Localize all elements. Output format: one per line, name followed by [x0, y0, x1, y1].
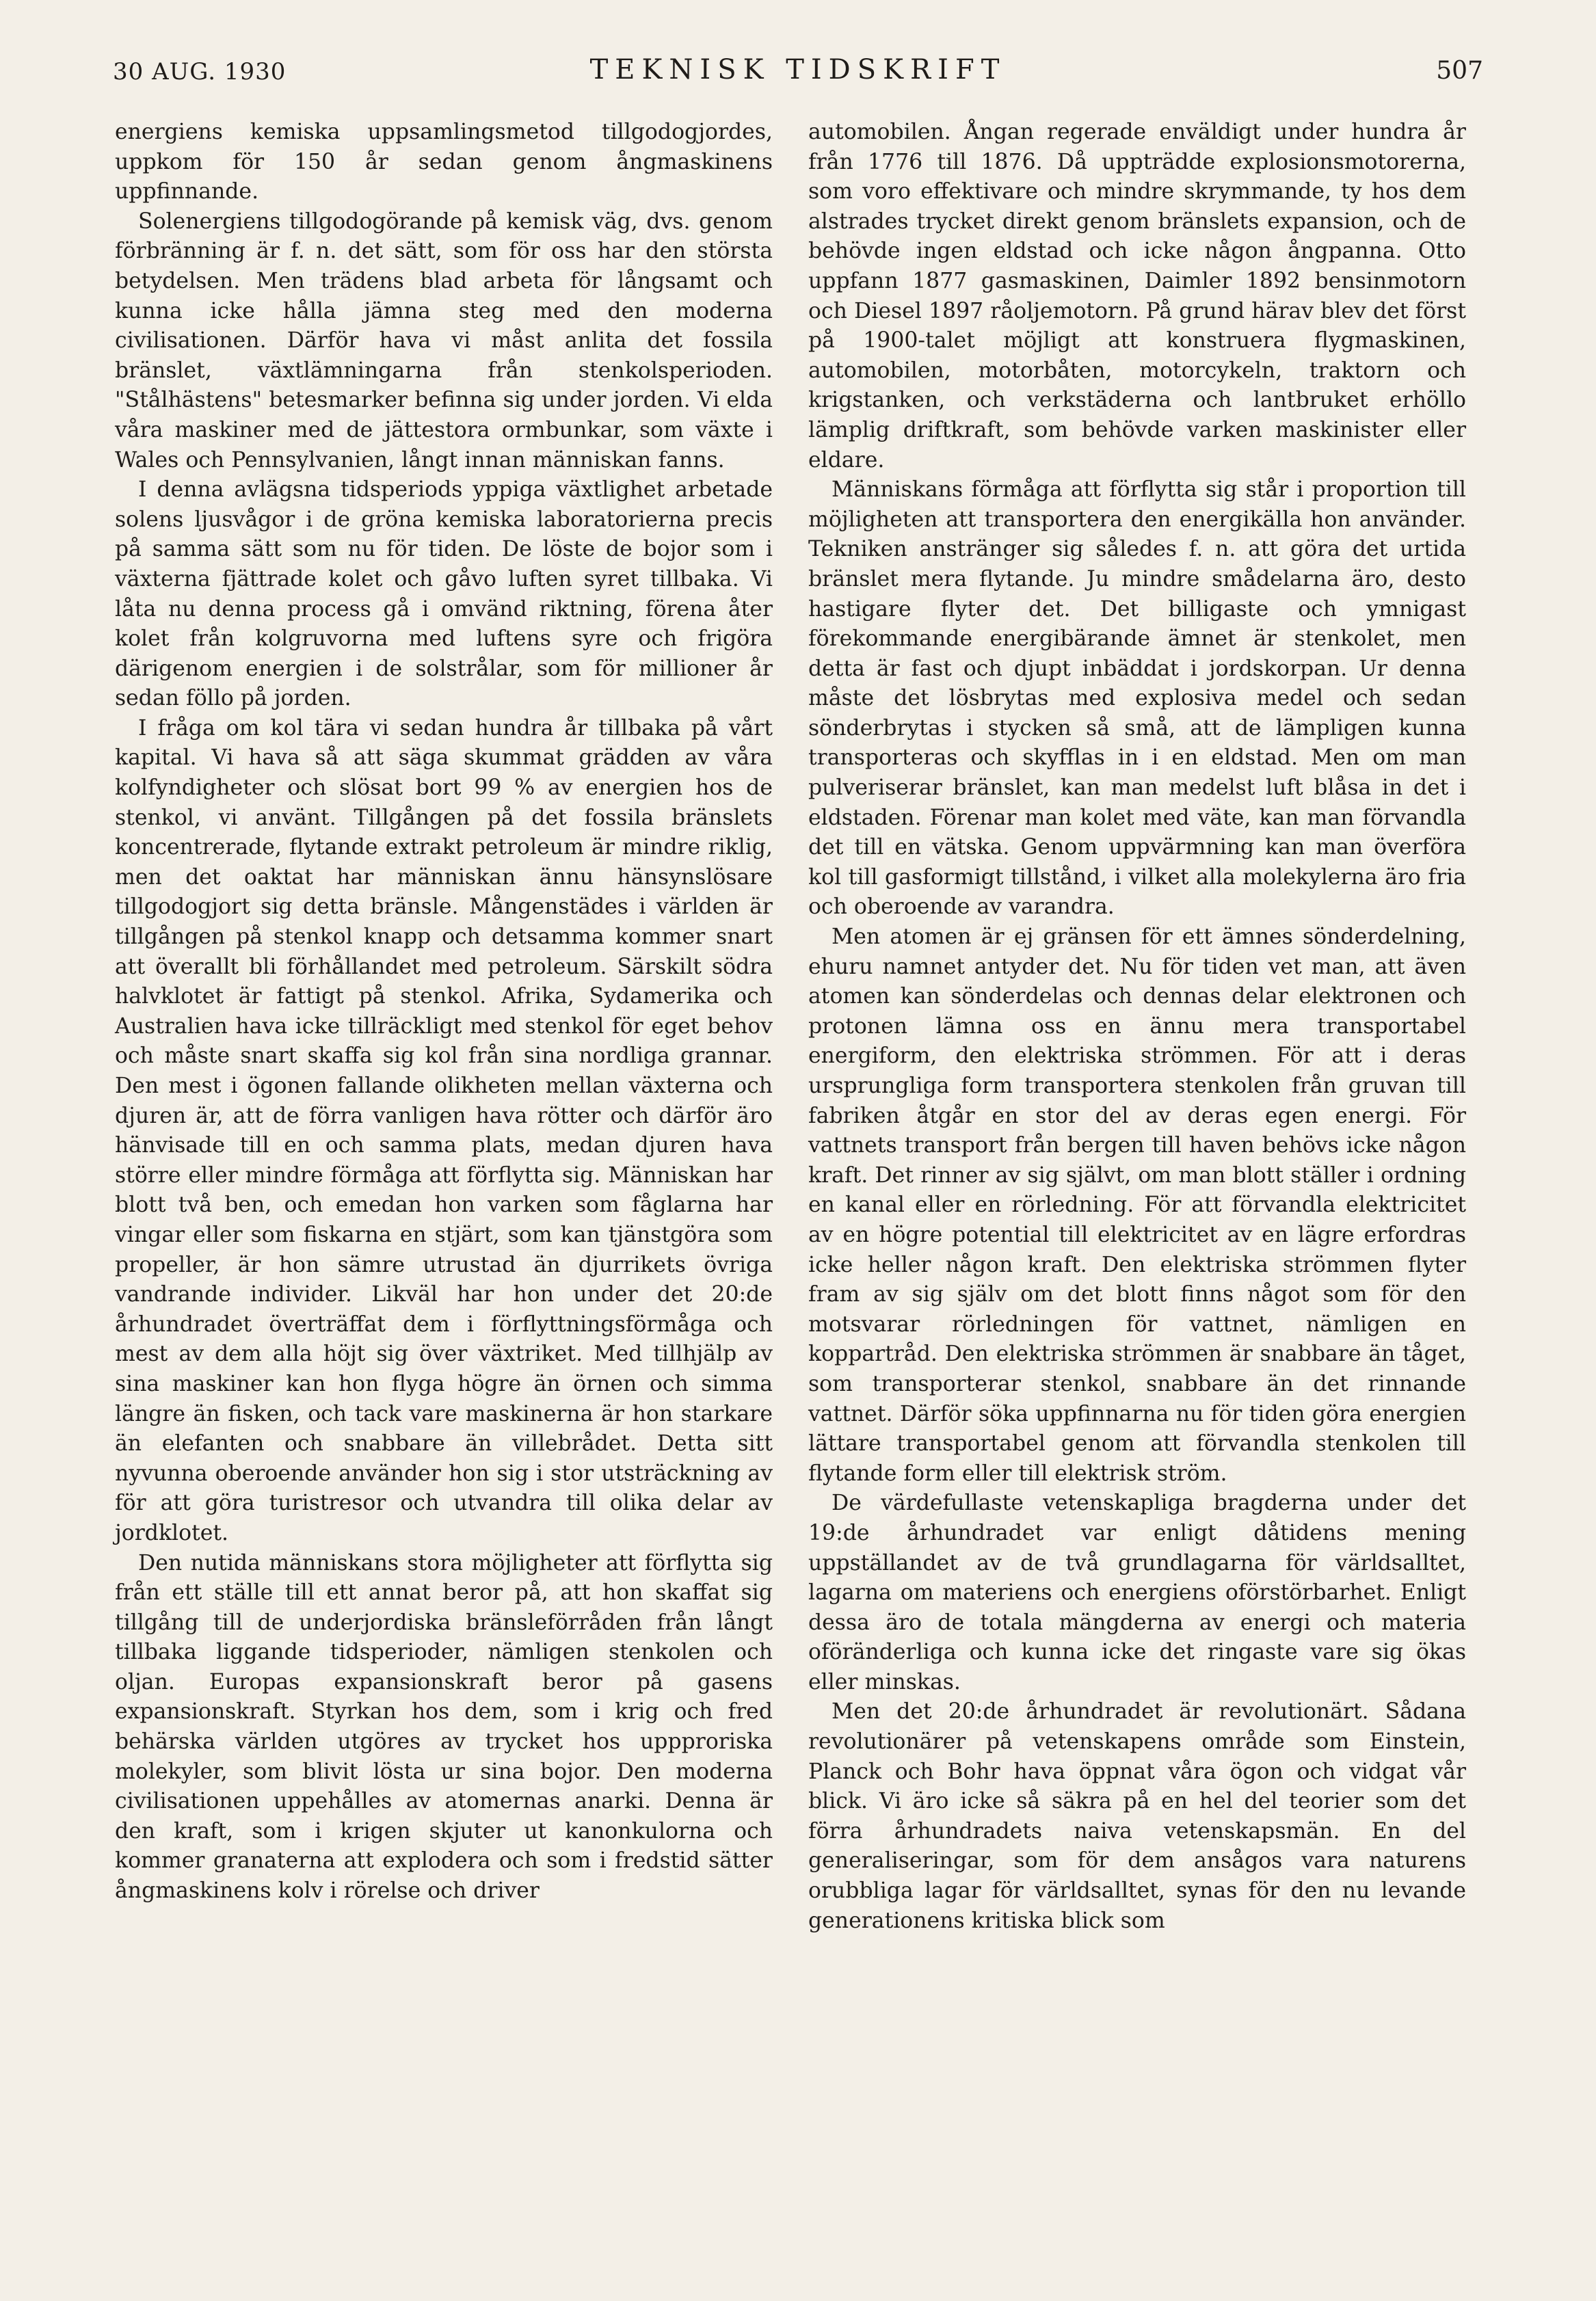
right-column — [808, 118, 1466, 1936]
paragraph: I denna avlägsna tidsperiods yppiga växtlighet arbetade solens ljusvågor i de gröna kemiska laboratorierna precis på samma sätt som nu för tiden. De löste de bojor som i växterna fjättrade kolet och gåvo luften syret tillbaka. Vi låta nu denna process gå i omvänd riktning, förena åter kolet från kolgruvorna med luftens syre och frigöra därigenom energien i de solstrålar, som för millioner år sedan föllo på jorden. — [115, 477, 773, 711]
issue-date: 30 AUG. 1930 — [113, 58, 287, 85]
paragraph: De värdefullaste vetenskapliga bragderna under det 19:de århundradet var enligt dåtidens mening uppställandet av de två grundlagarna för världsalltet, lagarna om materiens och energiens oförstörbarhet. Enligt dessa äro de totala mängderna av energi och materia oföränderliga och kunna icke det ringaste vare sig ökas eller minskas. — [808, 1491, 1466, 1694]
paragraph: Men atomen är ej gränsen för ett ämnes sönderdelning, ehuru namnet antyder det. Nu för tiden vet man, att även atomen kan sönderdelas och dennas delar elektronen och protonen lämna oss en ännu mera transportabel energiform, den elektriska strömmen. För att i deras ursprungliga form transportera stenkolen från gruvan till fabriken åtgår en stor del av deras egen energi. För vattnets transport från bergen till haven behövs icke någon kraft. Det rinner av sig självt, om man blott ställer i ordning en kanal eller en rörledning. För att förvandla elektricitet av en högre potential till elektricitet av en lägre erfordras icke heller någon kraft. Den elektriska strömmen flyter fram av sig själv om det blott finns något som för den motsvarar rörledningen för vattnet, nämligen en koppartråd. Den elektriska strömmen är snabbare än tåget, som transporterar stenkol, snabbare än det rinnande vattnet. Därför söka uppfinnarna nu för tiden göra energien lättare transportabel genom att förvandla stenkolen till flytande form eller till elektrisk ström. — [808, 925, 1466, 1486]
paragraph: Men det 20:de århundradet är revolutionärt. Sådana revolutionärer på vetenskapens område som Einstein, Planck och Bohr hava öppnat våra ögon och vidgat vår blick. Vi äro icke så säkra på en hel del teorier som det förra århundradets naiva vetenskapsmän. En del generaliseringar, som för dem ansågos vara naturens orubbliga lagar för världsalltet, synas för den nu levande generationens kritiska blick som — [808, 1699, 1466, 1933]
page-number: 507 — [1436, 57, 1483, 85]
paragraph: Människans förmåga att förflytta sig står i proportion till möjligheten att transportera den energikälla hon använder. Tekniken anstränger sig således f. n. att göra det urtida bränslet mera flytande. Ju mindre smådelarna äro, desto hastigare flyter det. Det billigaste och ymnigast förekommande energibärande ämnet är stenkolet, men detta är fast och djupt inbäddat i jordskorpan. Ur denna måste det lösbrytas med explosiva medel och sedan sönderbrytas i stycken så små, att de lämpligen kunna transporteras och skyfflas in i en eldstad. Men om man pulveriserar bränslet, kan man medelst luft blåsa in det i eldstaden. Förenar man kolet med väte, kan man förvandla det till en vätska. Genom uppvärmning kan man överföra kol till gasformigt tillstånd, i vilket alla molekylerna äro fria och oberoende av varandra. — [808, 477, 1466, 920]
page-header — [113, 51, 1483, 92]
paragraph: I fråga om kol tära vi sedan hundra år tillbaka på vårt kapital. Vi hava så att säga skummat grädden av våra kolfyndigheter och slösat bort 99 % av energien hos de stenkol, vi använt. Tillgången på det fossila bränslets koncentrerade, flytande extrakt petroleum är mindre riklig, men det oaktat har människan ännu hänsynslösare tillgodogjort sig detta bränsle. Mångenstädes i världen är tillgången på stenkol knapp och detsamma kommer snart att överallt bli förhållandet med petroleum. Särskilt södra halvklotet är fattigt på stenkol. Afrika, Sydamerika och Australien hava icke tillräckligt med stenkol för eget behov och måste snart skaffa sig kol från sina nordliga grannar. Den mest i ögonen fallande olikheten mellan växterna och djuren är, att de förra vanligen hava rötter och därför äro hänvisade till en och samma plats, medan djuren hava större eller mindre förmåga att förflytta sig. Människan har blott två ben, och emedan hon varken som fåglarna har vingar eller som fiskarna en stjärt, som kan tjänstgöra som propeller, är hon sämre utrustad än djurrikets övriga vandrande individer. Likväl har hon under det 20:de århundradet överträffat dem i förflyttningsförmåga och mest av dem alla höjt sig över växtriket. Med tillhjälp av sina maskiner kan hon flyga högre än örnen och simma längre än fisken, och tack vare maskinerna är hon starkare än elefanten och snabbare än villebrådet. Detta sitt nyvunna oberoende använder hon sig i stor utsträckning av för att göra turistresor och utvandra till olika delar av jordklotet. — [115, 715, 773, 1545]
journal-title: TEKNISK TIDSKRIFT — [589, 54, 1007, 85]
left-column — [115, 118, 773, 1906]
paragraph: energiens kemiska uppsamlingsmetod tillgodogjordes, uppkom för 150 år sedan genom ångmaskinens uppfinnande. — [115, 120, 773, 204]
paragraph: Den nutida människans stora möjligheter att förflytta sig från ett ställe till ett annat beror på, att hon skaffat sig tillgång till de underjordiska bränsleförråden från långt tillbaka liggande tidsperioder, nämligen stenkolen och oljan. Europas expansionskraft beror på gasens expansionskraft. Styrkan hos dem, som i krig och fred behärska världen utgöres av trycket hos uppproriska molekyler, som blivit lösta ur sina bojor. Den moderna civilisationen uppehålles av atomernas anarki. Denna är den kraft, som i krigen skjuter ut kanonkulorna och kommer granaterna att explodera och som i fredstid sätter ångmaskinens kolv i rörelse och driver — [115, 1550, 773, 1904]
paragraph: Solenergiens tillgodogörande på kemisk väg, dvs. genom förbränning är f. n. det sätt, som för oss har den största betydelsen. Men trädens blad arbeta för långsamt och kunna icke hålla jämna steg med den moderna civilisationen. Därför hava vi måst anlita det fossila bränslet, växtlämningarna från stenkolsperioden. "Stålhästens" betesmarker befinna sig under jorden. Vi elda våra maskiner med de jättestora ormbunkar, som växte i Wales och Pennsylvanien, långt innan människan fanns. — [115, 209, 773, 473]
paragraph: automobilen. Ångan regerade enväldigt under hundra år från 1776 till 1876. Då uppträdde explosionsmotorerna, som voro effektivare och mindre skrymmande, ty hos dem alstrades trycket direkt genom bränslets expansion, och de behövde ingen eldstad och icke någon ångpanna. Otto uppfann 1877 gasmaskinen, Daimler 1892 bensinmotorn och Diesel 1897 råoljemotorn. På grund härav blev det först på 1900-talet möjligt att konstruera flygmaskinen, automobilen, motorbåten, motorcykeln, traktorn och krigstanken, och verkstäderna och lantbruket erhöllo lämplig driftkraft, som behövde varken maskinister eller eldare. — [808, 120, 1466, 473]
